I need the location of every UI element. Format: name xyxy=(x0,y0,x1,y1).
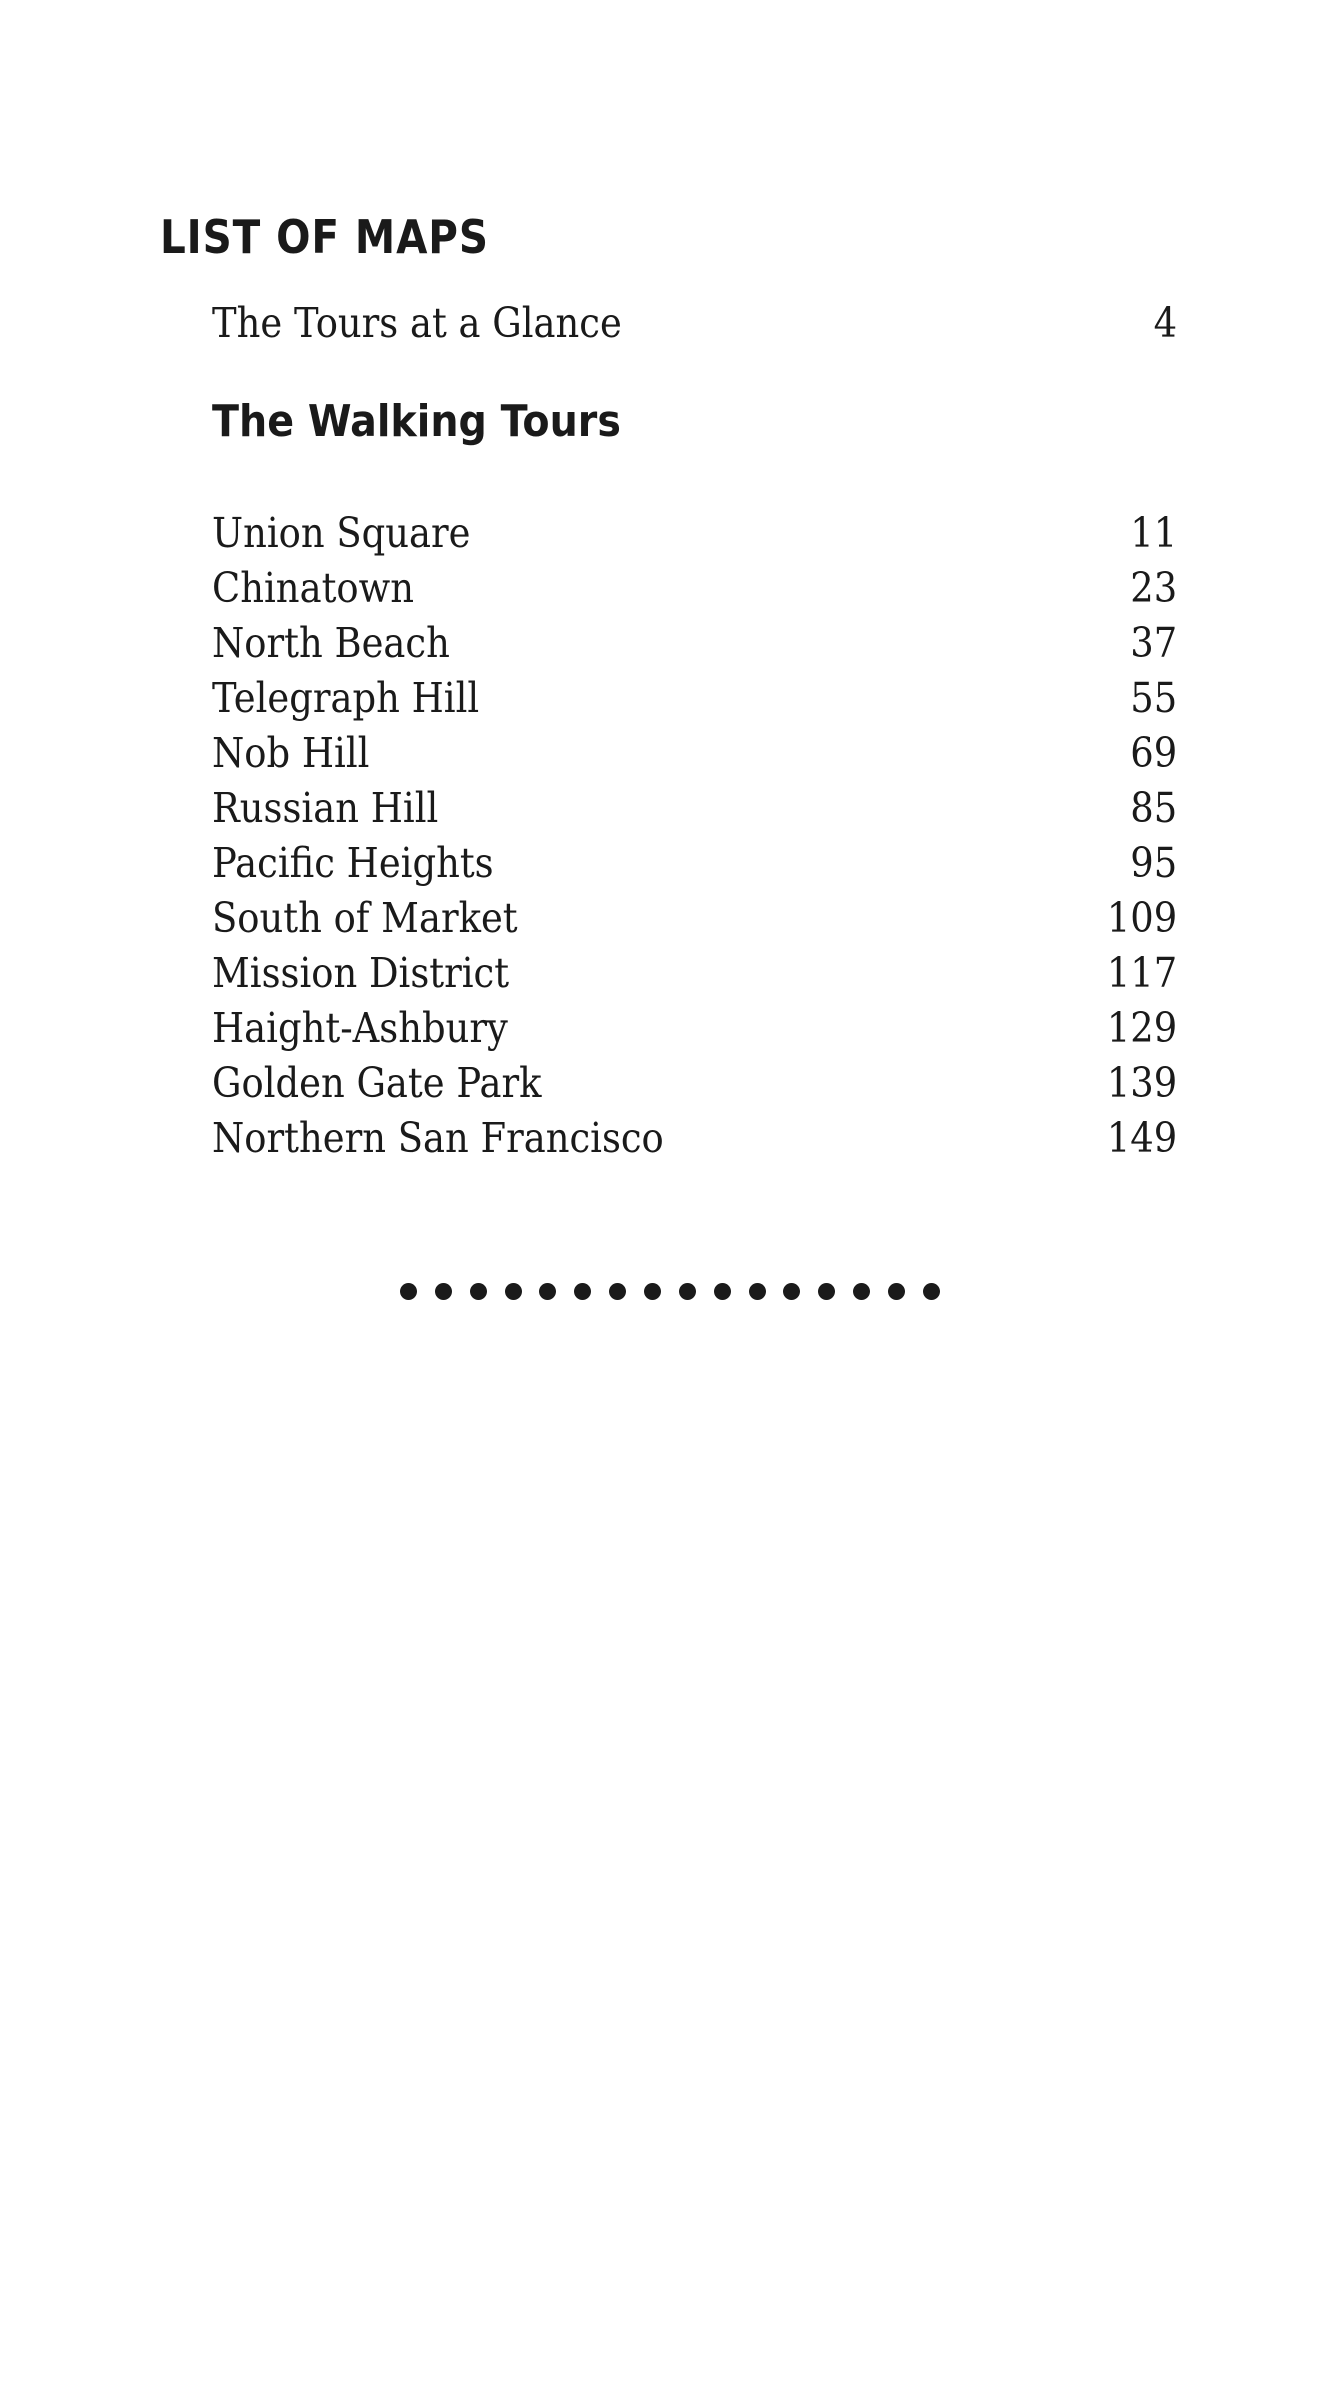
entry-label: Union Square xyxy=(212,509,471,557)
ornament-dot xyxy=(609,1283,626,1300)
entry-label: Mission District xyxy=(212,949,510,997)
entry-label: Chinatown xyxy=(212,564,414,612)
ornament-dot xyxy=(435,1283,452,1300)
list-item xyxy=(212,946,1177,1001)
ornament-dot xyxy=(888,1283,905,1300)
entry-page-number: 11 xyxy=(1130,509,1177,557)
ornament-dot xyxy=(470,1283,487,1300)
list-item xyxy=(212,1111,1177,1166)
entry-label: The Tours at a Glance xyxy=(212,299,622,347)
ornament-dot xyxy=(853,1283,870,1300)
list-item xyxy=(212,781,1177,836)
ornament-dot xyxy=(818,1283,835,1300)
ornament-dot xyxy=(783,1283,800,1300)
overview-map-entry xyxy=(212,296,1177,351)
page-heading: LIST OF MAPS xyxy=(160,210,489,264)
entry-label: South of Market xyxy=(212,894,518,942)
entry-page-number: 95 xyxy=(1130,839,1177,887)
list-item xyxy=(212,891,1177,946)
entry-page-number: 117 xyxy=(1106,949,1177,997)
entry-label: Golden Gate Park xyxy=(212,1059,542,1107)
ornament-dot xyxy=(714,1283,731,1300)
entry-label: Nob Hill xyxy=(212,729,370,777)
list-item xyxy=(212,836,1177,891)
list-item xyxy=(212,616,1177,671)
section-title: The Walking Tours xyxy=(212,396,621,447)
ornamental-dot-divider xyxy=(400,1283,940,1300)
entry-page-number: 85 xyxy=(1130,784,1177,832)
entry-page-number: 149 xyxy=(1106,1114,1177,1162)
ornament-dot xyxy=(679,1283,696,1300)
entry-label: Russian Hill xyxy=(212,784,439,832)
entry-page-number: 37 xyxy=(1130,619,1177,667)
ornament-dot xyxy=(539,1283,556,1300)
entry-page-number: 69 xyxy=(1130,729,1177,777)
entry-page-number: 109 xyxy=(1106,894,1177,942)
entry-page-number: 4 xyxy=(1153,299,1177,347)
ornament-dot xyxy=(749,1283,766,1300)
ornament-dot xyxy=(923,1283,940,1300)
ornament-dot xyxy=(505,1283,522,1300)
entry-label: Telegraph Hill xyxy=(212,674,480,722)
list-item xyxy=(212,671,1177,726)
entry-page-number: 129 xyxy=(1106,1004,1177,1052)
list-item xyxy=(212,506,1177,561)
ornament-dot xyxy=(400,1283,417,1300)
entry-label: Haight-Ashbury xyxy=(212,1004,508,1052)
tour-map-list xyxy=(212,506,1177,1166)
ornament-dot xyxy=(644,1283,661,1300)
entry-label: Northern San Francisco xyxy=(212,1114,664,1162)
entry-label: Pacific Heights xyxy=(212,839,494,887)
list-item xyxy=(212,726,1177,781)
list-item xyxy=(212,561,1177,616)
list-item xyxy=(212,1001,1177,1056)
list-item xyxy=(212,1056,1177,1111)
ornament-dot xyxy=(574,1283,591,1300)
entry-page-number: 23 xyxy=(1130,564,1177,612)
entry-page-number: 139 xyxy=(1106,1059,1177,1107)
entry-page-number: 55 xyxy=(1130,674,1177,722)
entry-label: North Beach xyxy=(212,619,450,667)
